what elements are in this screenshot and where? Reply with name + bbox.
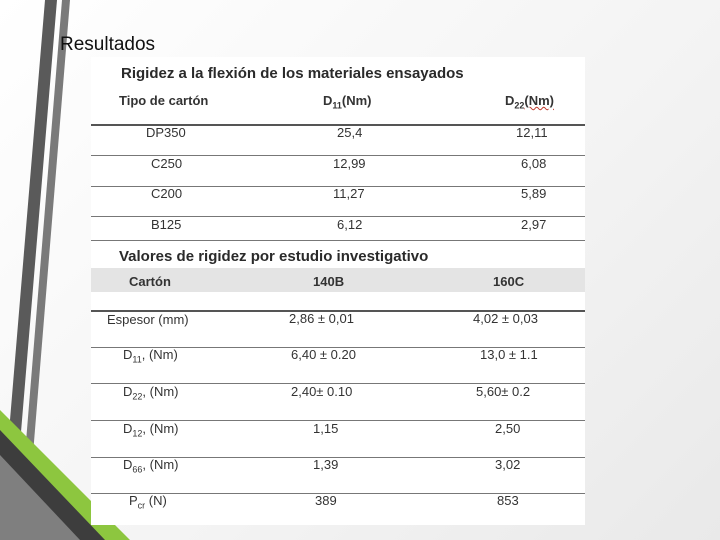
table1-row2-d22: 6,08 [521,156,547,171]
table2-row6-140b: 389 [315,493,337,508]
table1-row2-d11: 12,99 [333,156,366,171]
slide-title: Resultados [60,34,156,55]
table2-title: Valores de rigidez por estudio investigativo [119,248,429,265]
table1-row4-d11: 6,12 [337,217,363,232]
table2-row5-140b: 1,39 [313,457,339,472]
table2-row2-160c: 13,0 ± 1.1 [480,347,538,362]
table2-row5-param: $D_{66}$, (Nm) [123,457,179,475]
table1-row3-type: C200 [151,186,183,201]
table1-title: Rigidez a la flexión de los materiales ensayados [121,65,464,82]
table2-row5-160c: 3,02 [495,457,521,472]
table1-row3-d11: 11,27 [333,186,365,201]
table2-row6-param: $P_{cr}$ (N) [129,493,167,511]
table1-header-d11: $D_{11}(Nm)$ [323,93,372,111]
table2-row4-param: $D_{12}$, (Nm) [123,421,179,439]
table2-row4-160c: 2,50 [495,421,521,436]
table1-bottom-divider [91,240,585,241]
table2-row4-140b: 1,15 [313,421,339,436]
table1-row3-d22: 5,89 [521,186,547,201]
table1-row1-d11: 25,4 [337,125,363,140]
table1-row4-type: B125 [151,217,182,232]
table1-row4-d22: 2,97 [521,217,547,232]
table2-header-140b: 140B [313,274,345,289]
table2-row2-140b: 6,40 ± 0.20 [291,347,356,362]
table2-row3-140b: 2,40± 0.10 [291,384,353,399]
table2-header-160c: 160C [493,274,525,289]
table1-header-d22: $D_{22}(Nm)$ [505,93,555,111]
table2-row3-160c: 5,60± 0.2 [476,384,531,399]
table2-row2-param: $D_{11}$, (Nm) [123,347,178,365]
table2-row1-160c: 4,02 ± 0,03 [473,311,538,326]
table1-row1-type: DP350 [146,125,186,140]
table1-row2-type: C250 [151,156,183,171]
table2-row6-160c: 853 [497,493,519,508]
table2-row3-param: $D_{22}$, (Nm) [123,384,179,402]
table1-header-type: Tipo de cartón [119,93,209,108]
table2-row1-140b: 2,86 ± 0,01 [289,311,354,326]
table1-row1-d22: 12,11 [516,125,548,140]
table2-row1-param: Espesor (mm) [107,312,189,327]
results-image [91,57,585,525]
table2-header-param: Cartón [129,274,171,289]
